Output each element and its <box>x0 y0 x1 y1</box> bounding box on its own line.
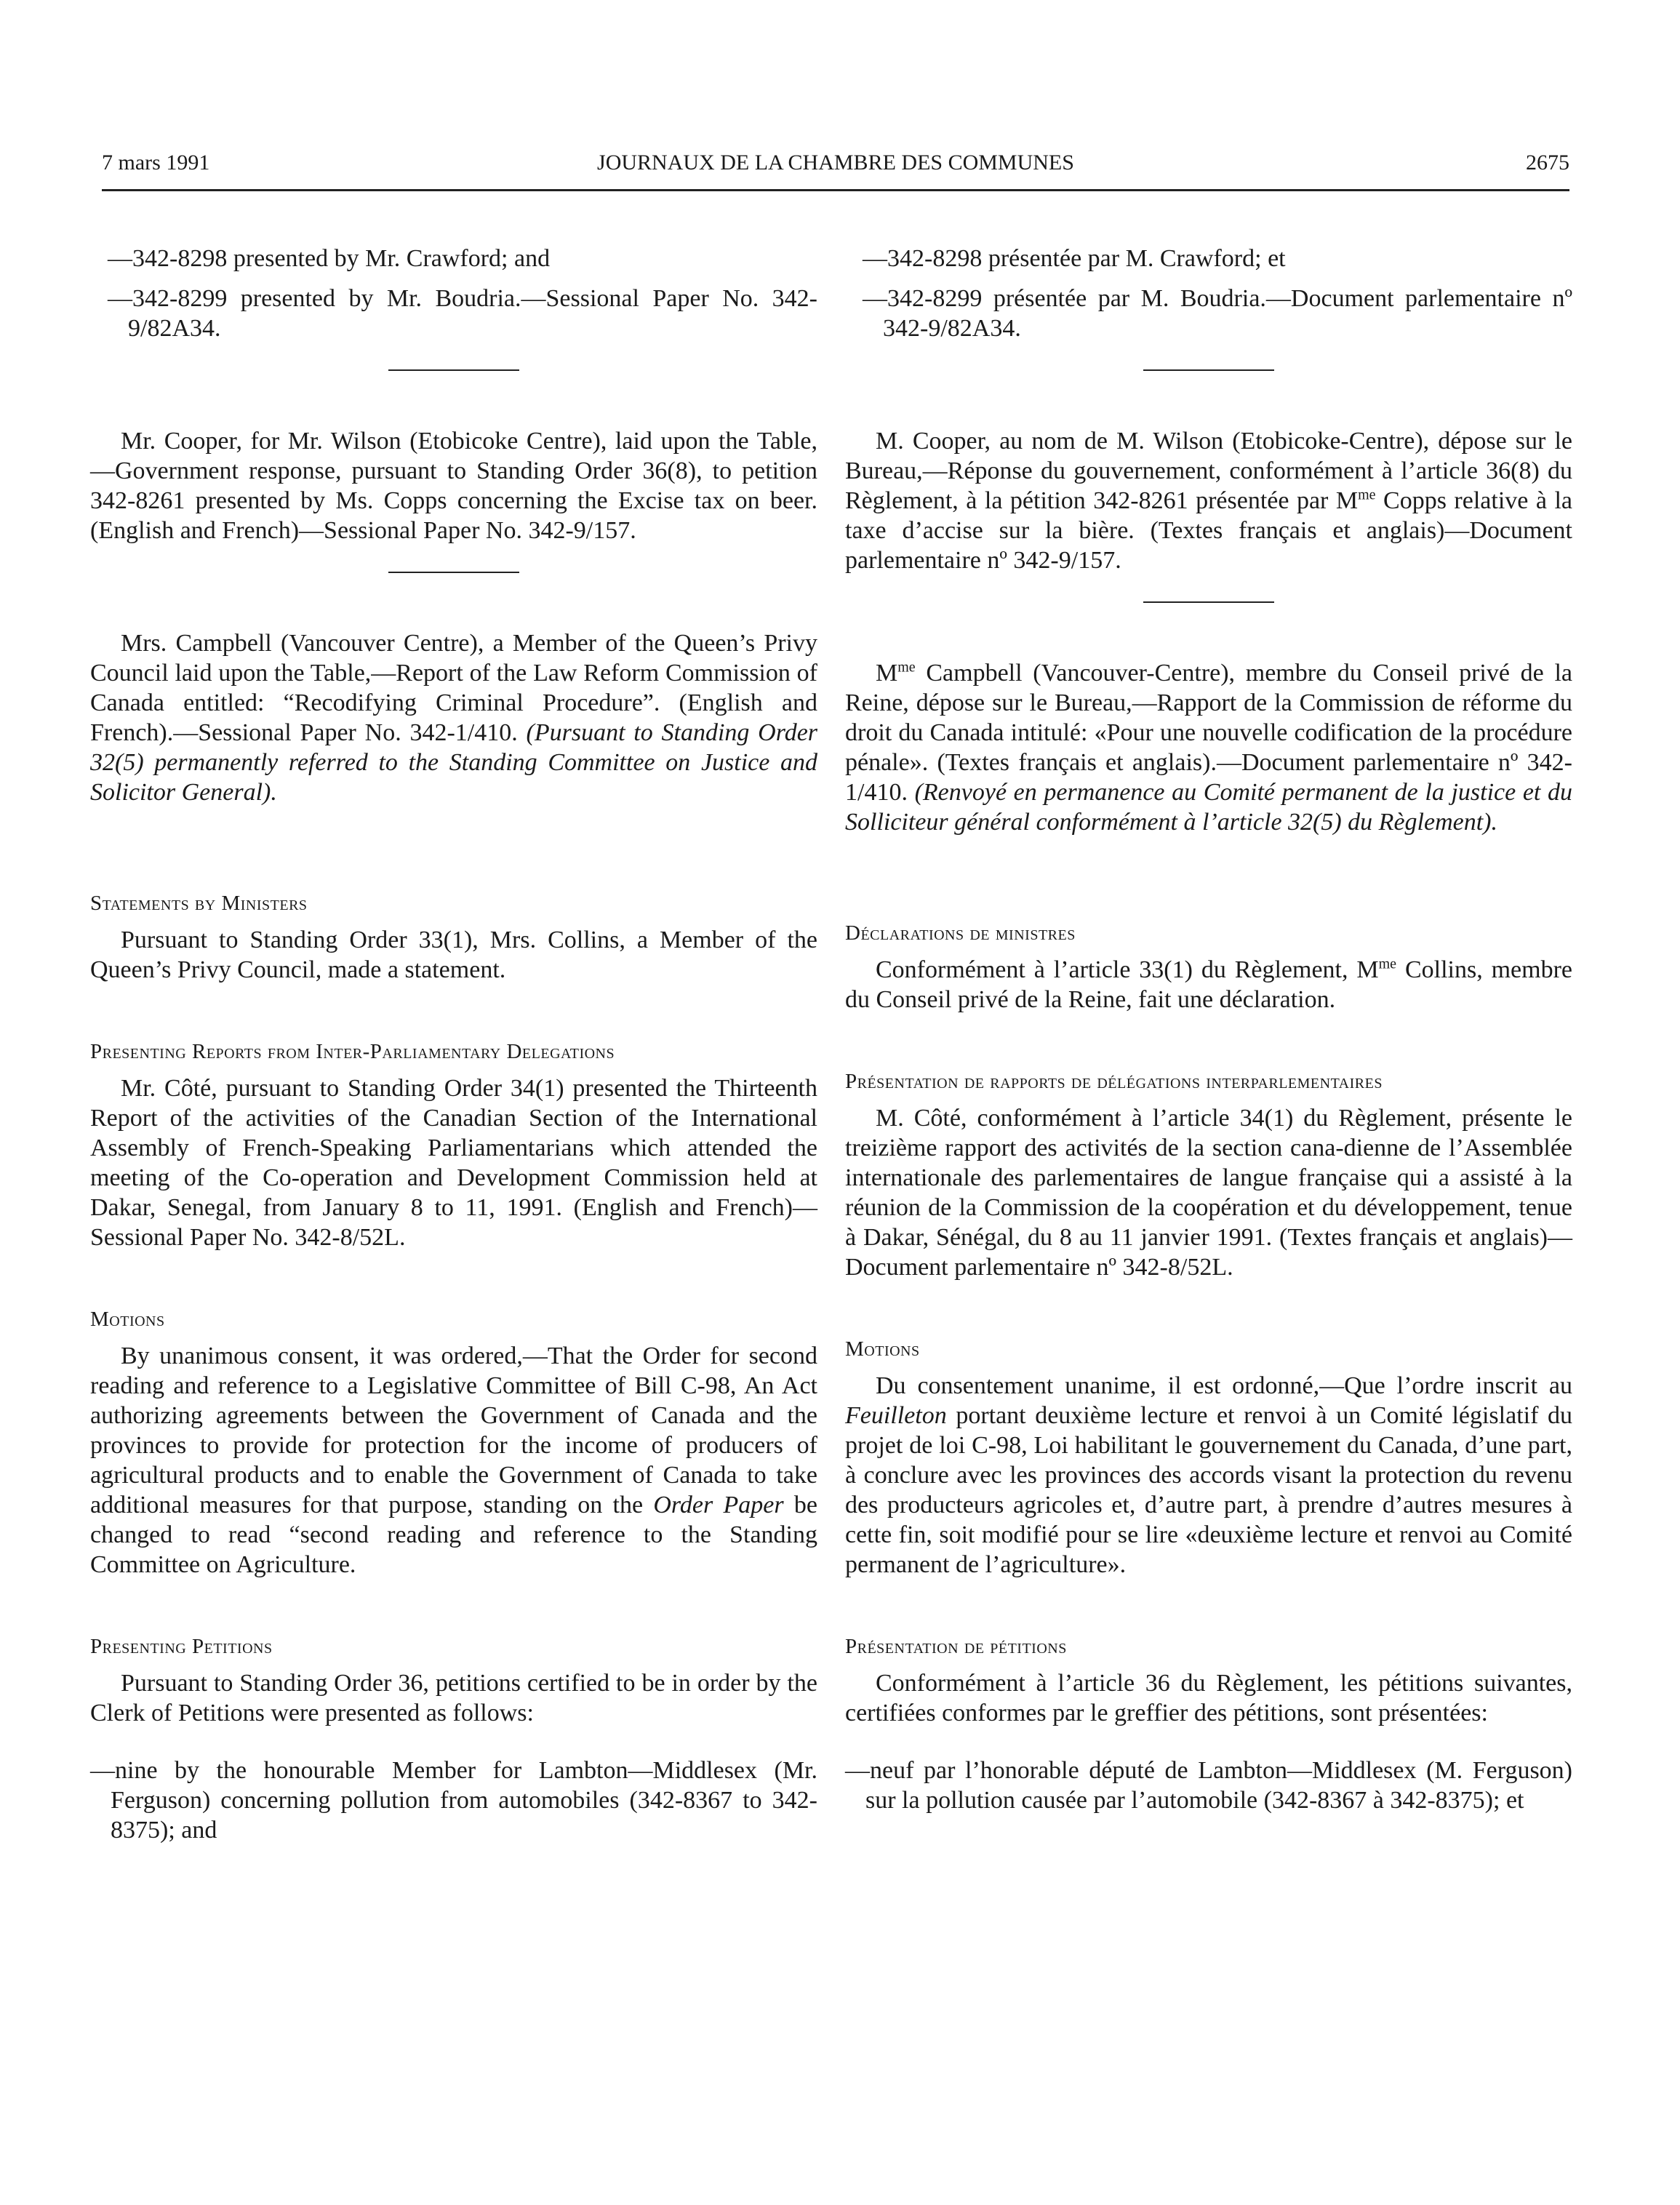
spacer <box>845 1282 1572 1336</box>
paragraph-campbell <box>90 628 817 807</box>
header-date: 7 mars 1991 <box>102 151 210 175</box>
superscript: me <box>1358 487 1376 503</box>
list-item: —342-8299 presented by Mr. Boudria.—Sessional Paper No. 342-9/82A34. <box>108 285 817 342</box>
list-item: —342-8299 présentée par M. Boudria.—Document parlementaire nº 342-9/82A34. <box>863 285 1572 342</box>
paragraph-motions <box>845 1371 1572 1580</box>
feuilleton-italic: Feuilleton <box>845 1402 947 1429</box>
paragraph-petitions: Pursuant to Standing Order 36, petitions certified to be in order by the Clerk of Petitions were presented as follows: <box>90 1670 817 1726</box>
paragraph-cooper <box>845 426 1572 575</box>
heading-presenting-petitions: Presenting Petitions <box>90 1635 273 1658</box>
paragraph-text: Campbell (Vancouver-Centre), membre du Conseil privé de la Reine, dépose sur le Bureau,—Rapport de la Commission de réforme du droit du Canada intitulé: «Pour une nouvelle codification de la procédure pénale». (Textes français et anglais).—Document parlementaire nº 342-1/410. <box>845 660 1572 806</box>
heading-presenting-reports: Presenting Reports from Inter-Parliamentary Delegations <box>90 1040 615 1063</box>
paragraph-motions <box>90 1341 817 1580</box>
paragraph-reports: Mr. Côté, pursuant to Standing Order 34(1) presented the Thirteenth Report of the activities of the Canadian Section of the International Assembly of French-Speaking Parliamentarians which attended the meeting of the Co-operation and Development Commission held at Dakar, Senegal, from January 8 to 11, 1991. (English and French)—Sessional Paper No. 342-8/52L. <box>90 1075 817 1251</box>
spacer <box>90 1580 817 1633</box>
paragraph-text: M <box>876 660 898 687</box>
french-column <box>845 244 1572 1825</box>
header-page-number: 2675 <box>1526 151 1569 175</box>
paragraph-campbell <box>845 658 1572 837</box>
superscript: me <box>897 659 916 676</box>
spacer <box>845 1015 1572 1068</box>
section-divider <box>1143 369 1274 371</box>
heading-statements-by-ministers: Statements by Ministers <box>90 892 308 915</box>
paragraph-petitions: Conformément à l’article 36 du Règlement, les pétitions suivantes, certifiées conformes par le greffier des pétitions, sont présentées: <box>845 1670 1572 1726</box>
paragraph-italic: (Pursuant to Standing Order 32(5) permanently referred to the Standing Committee on Justice and Solicitor General). <box>90 719 818 806</box>
header-title: JOURNAUX DE LA CHAMBRE DES COMMUNES <box>597 151 1074 175</box>
order-paper-italic: Order Paper <box>653 1492 784 1518</box>
paragraph-text: Collins, membre du Conseil privé de la Reine, fait une déclaration. <box>845 956 1572 1013</box>
paragraph-text: Mrs. Campbell (Vancouver Centre), a Member of the Queen’s Privy Council laid upon the Table,—Report of the Law Reform Commission of Canada entitled: “Recodifying Criminal Procedure”. (English and French).—Sessional Paper No. 342-1/410. <box>90 630 817 746</box>
spacer <box>845 837 1572 891</box>
paragraph-statements <box>845 955 1572 1015</box>
list-item: —342-8298 presented by Mr. Crawford; and <box>108 245 551 272</box>
paragraph-italic: (Renvoyé en permanence au Comité permanent de la justice et du Solliciteur général conformément à l’article 32(5) du Règlement). <box>845 779 1572 836</box>
spacer <box>845 1580 1572 1633</box>
paragraph-text: Copps relative à la taxe d’accise sur la bière. (Textes français et anglais)—Document parlementaire nº 342-9/157. <box>845 487 1572 574</box>
paragraph-text: By unanimous consent, it was ordered,—That the Order for second reading and reference to a Legislative Committee of Bill C-98, An Act authorizing agreements between the Government of Canada and the provinces to provide for protection for the income of producers of agricultural products and to enable the Government of Canada to take additional measures for that purpose, standing on the <box>90 1342 817 1518</box>
spacer <box>90 985 817 1039</box>
paragraph-text: Conformément à l’article 33(1) du Règlement, M <box>876 956 1379 983</box>
paragraph-reports: M. Côté, conformément à l’article 34(1) du Règlement, présente le treizième rapport des activités de la section cana-dienne de l’Assemblée internationale des parlementaires de langue française qui a assisté à la réunion de la Commission de la coopération et du développement, tenue à Dakar, Sénégal, du 8 au 11 janvier 1991. (Textes français et anglais)—Document parlementaire nº 342-8/52L. <box>845 1105 1572 1281</box>
list-item: —neuf par l’honorable député de Lambton—Middlesex (M. Ferguson) sur la pollution causée par l’automobile (342-8367 à 342-8375); et <box>845 1757 1572 1814</box>
paragraph-text: be changed to read “second reading and reference to the Standing Committee on Agriculture. <box>90 1492 817 1578</box>
paragraph-text: Du consentement unanime, il est ordonné,—Que l’ordre inscrit au <box>876 1372 1572 1399</box>
section-divider <box>388 572 519 573</box>
paragraph-text: M. Cooper, au nom de M. Wilson (Etobicoke-Centre), dépose sur le Bureau,—Réponse du gouvernement, conformément à l’article 36(8) du Règlement, à la pétition 342-8261 présentée par M <box>845 428 1572 514</box>
heading-presentation-petitions: Présentation de pétitions <box>845 1635 1067 1658</box>
heading-declarations-ministres: Déclarations de ministres <box>845 921 1076 945</box>
heading-motions: Motions <box>845 1337 920 1361</box>
english-column <box>90 244 817 1855</box>
list-item: —nine by the honourable Member for Lambton—Middlesex (Mr. Ferguson) concerning pollution from automobiles (342-8367 to 342-8375); and <box>90 1757 817 1844</box>
paragraph-cooper: Mr. Cooper, for Mr. Wilson (Etobicoke Centre), laid upon the Table,—Government response, pursuant to Standing Order 36(8), to petition 342-8261 presented by Ms. Copps concerning the Excise tax on beer. (English and French)—Sessional Paper No. 342-9/157. <box>90 428 817 544</box>
section-divider <box>388 369 519 371</box>
section-divider <box>1143 601 1274 603</box>
page-header <box>102 145 1569 191</box>
spacer <box>90 807 817 861</box>
paragraph-statements: Pursuant to Standing Order 33(1), Mrs. Collins, a Member of the Queen’s Privy Council, made a statement. <box>90 927 817 983</box>
spacer <box>90 1252 817 1306</box>
paragraph-text: portant deuxième lecture et renvoi à un Comité législatif du projet de loi C-98, Loi habilitant le gouvernement du Canada, d’une part, à conclure avec les provinces des accords visant la protection du revenu des producteurs agricoles et, d’autre part, à prendre d’autres mesures à cette fin, soit modifié pour se lire «deuxième lecture et renvoi au Comité permanent de l’agriculture». <box>845 1402 1572 1578</box>
superscript: me <box>1378 956 1397 972</box>
heading-motions: Motions <box>90 1308 165 1331</box>
list-item: —342-8298 présentée par M. Crawford; et <box>863 245 1286 272</box>
heading-presentation-rapports: Présentation de rapports de délégations interparlementaires <box>845 1070 1383 1093</box>
